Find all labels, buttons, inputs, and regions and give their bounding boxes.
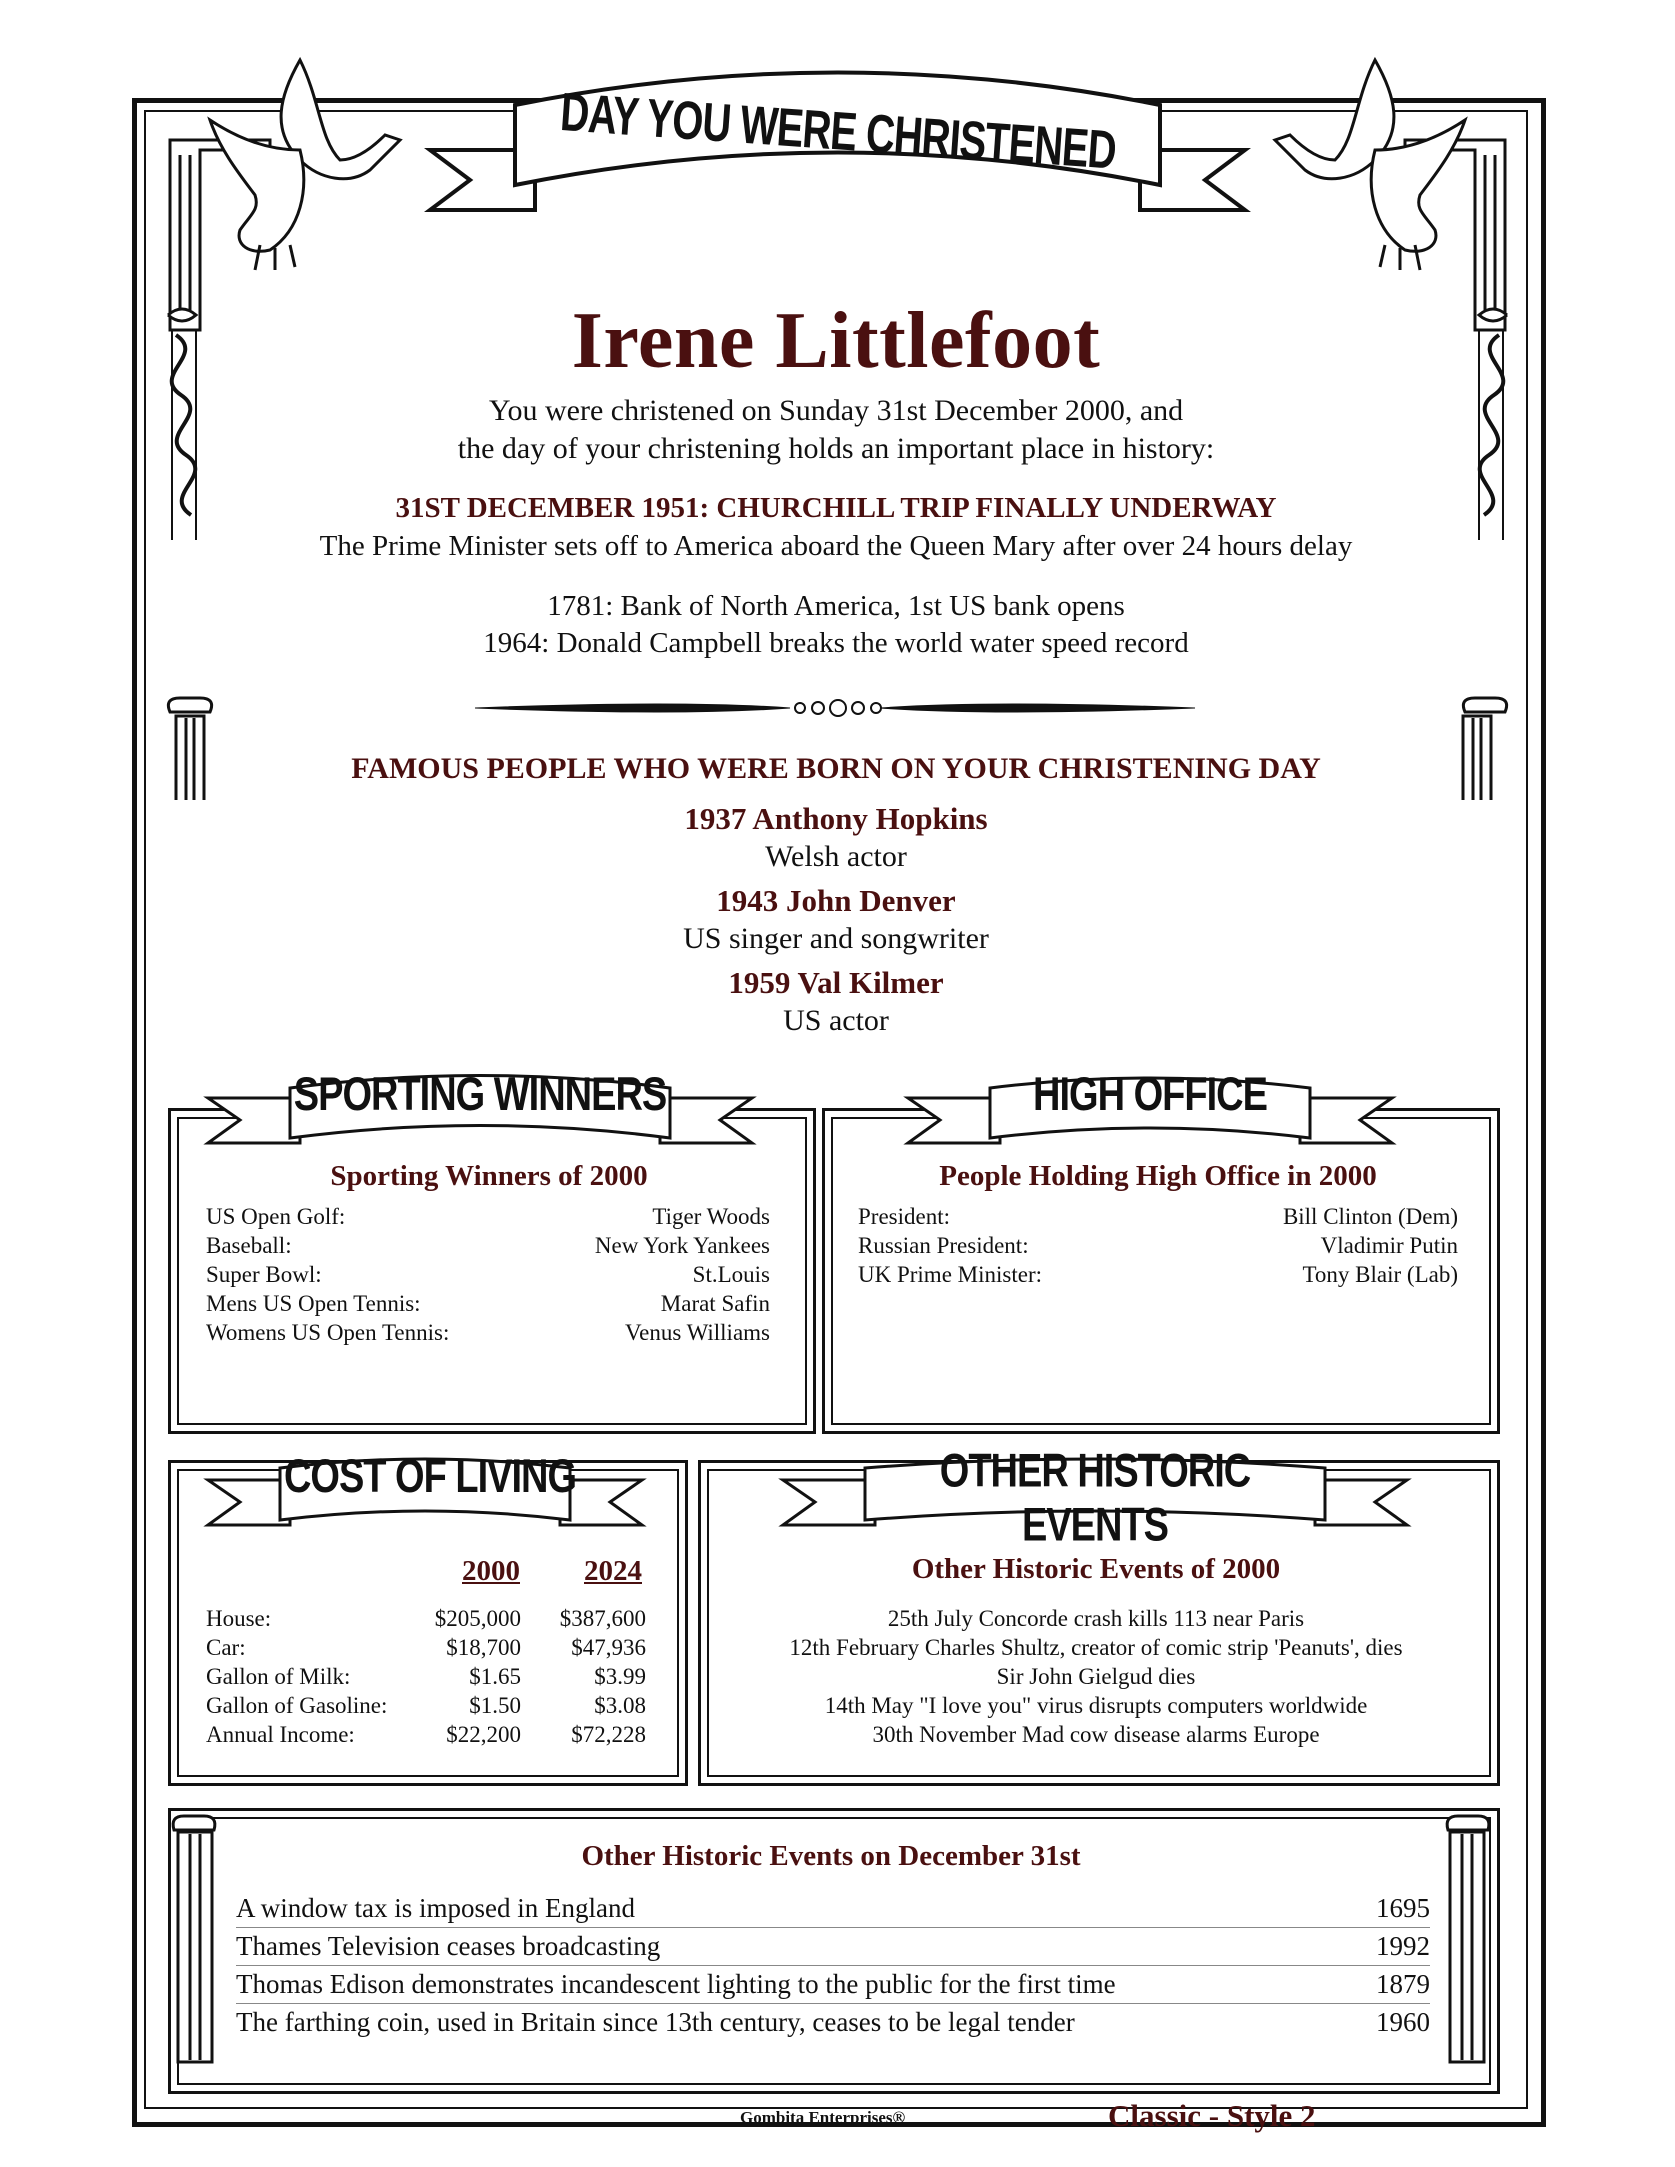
december-row	[236, 2004, 1430, 2041]
row-label: Mens US Open Tennis:	[206, 1291, 421, 1316]
row-value-2024: $387,600	[559, 1606, 646, 1631]
row-value-2000: $1.50	[469, 1693, 521, 1718]
famous-person-desc: US actor	[783, 1004, 889, 1037]
sporting-row	[206, 1318, 770, 1347]
cost-row	[206, 1691, 646, 1720]
row-label: UK Prime Minister:	[858, 1262, 1042, 1287]
other-banner: OTHER HISTORIC EVENTS	[939, 1445, 1251, 1552]
december-row	[236, 1928, 1430, 1966]
row-value-2000: $22,200	[446, 1722, 521, 1747]
cost-row	[206, 1720, 646, 1749]
other-heading: Other Historic Events of 2000	[911, 1553, 1281, 1585]
row-value: Tony Blair (Lab)	[1302, 1262, 1458, 1287]
row-value-2024: $47,936	[571, 1635, 646, 1660]
cost-row	[206, 1662, 646, 1691]
row-year: 1960	[1376, 2007, 1430, 2037]
row-label: Car:	[206, 1635, 246, 1660]
row-label: Womens US Open Tennis:	[206, 1320, 450, 1345]
other-list	[698, 1604, 1494, 1749]
office-heading: People Holding High Office in 2000	[939, 1160, 1377, 1192]
row-text: Thomas Edison demonstrates incandescent lighting to the public for the first time	[236, 1969, 1116, 1999]
row-label: House:	[206, 1606, 272, 1631]
cost-list	[206, 1604, 646, 1749]
sporting-list	[206, 1202, 770, 1347]
cost-row	[206, 1604, 646, 1633]
row-year: 1879	[1376, 1969, 1430, 1999]
headline-text: The Prime Minister sets off to America aboard the Queen Mary after over 24 hours delay	[319, 530, 1353, 562]
row-year: 1695	[1376, 1893, 1430, 1923]
other-event: 12th February Charles Shultz, creator of comic strip 'Peanuts', dies	[789, 1635, 1403, 1660]
row-label: Gallon of Gasoline:	[206, 1693, 388, 1718]
publisher-credit: Gombita Enterprises®	[740, 2108, 906, 2127]
row-value: Tiger Woods	[652, 1204, 770, 1229]
office-row	[858, 1260, 1458, 1289]
row-label: Super Bowl:	[206, 1262, 322, 1287]
cost-row	[206, 1633, 646, 1662]
sporting-row	[206, 1260, 770, 1289]
row-value: Bill Clinton (Dem)	[1282, 1204, 1458, 1229]
day-event: 1964: Donald Campbell breaks the world water speed record	[483, 627, 1189, 659]
cost-banner: COST OF LIVING	[283, 1450, 577, 1504]
person-name: Irene Littlefoot	[571, 297, 1101, 385]
december-list	[236, 1890, 1430, 2041]
headline-title: 31ST DECEMBER 1951: CHURCHILL TRIP FINALLY UNDERWAY	[395, 492, 1277, 524]
famous-person-name: 1959 Val Kilmer	[728, 965, 944, 1000]
row-year: 1992	[1376, 1931, 1430, 1961]
row-value-2000: $205,000	[434, 1606, 521, 1631]
day-event: 1781: Bank of North America, 1st US bank opens	[547, 590, 1125, 622]
row-label: Russian President:	[858, 1233, 1029, 1258]
sporting-row	[206, 1202, 770, 1231]
dove-left-icon	[210, 60, 400, 270]
famous-person-name: 1943 John Denver	[716, 883, 956, 918]
dove-right-icon	[1275, 60, 1465, 270]
famous-person-desc: US singer and songwriter	[683, 922, 989, 955]
row-value: Marat Safin	[660, 1291, 770, 1316]
other-event: 25th July Concorde crash kills 113 near Paris	[887, 1606, 1305, 1631]
intro-line-2: the day of your christening holds an important place in history:	[457, 432, 1215, 465]
other-event: 30th November Mad cow disease alarms Europe	[872, 1722, 1320, 1747]
row-text: The farthing coin, used in Britain since 13th century, ceases to be legal tender	[236, 2007, 1075, 2037]
intro-line-1: You were christened on Sunday 31st December 2000, and	[488, 394, 1184, 427]
office-banner: HIGH OFFICE	[1033, 1068, 1267, 1122]
famous-person-desc: Welsh actor	[765, 840, 907, 873]
top-banner-title: DAY YOU WERE CHRISTENED	[558, 82, 1118, 181]
style-label: Classic - Style 2	[1108, 2098, 1316, 2133]
row-value-2024: $72,228	[571, 1722, 646, 1747]
row-value: Venus Williams	[625, 1320, 770, 1345]
sporting-row	[206, 1289, 770, 1318]
row-value-2024: $3.99	[594, 1664, 646, 1689]
sporting-row	[206, 1231, 770, 1260]
famous-heading: FAMOUS PEOPLE WHO WERE BORN ON YOUR CHRISTENING DAY	[351, 752, 1321, 785]
sporting-heading: Sporting Winners of 2000	[330, 1160, 648, 1192]
day-events	[144, 588, 1528, 662]
sporting-banner: SPORTING WINNERS	[293, 1068, 667, 1122]
row-label: Gallon of Milk:	[206, 1664, 351, 1689]
cost-year2: 2024	[584, 1555, 642, 1587]
december-row	[236, 1890, 1430, 1928]
cost-year-header	[420, 1555, 642, 1588]
row-value: Vladimir Putin	[1320, 1233, 1458, 1258]
row-value: New York Yankees	[594, 1233, 770, 1258]
december-row	[236, 1966, 1430, 2004]
cost-year1: 2000	[462, 1555, 520, 1587]
famous-people-list	[144, 800, 1528, 1040]
row-value-2024: $3.08	[594, 1693, 646, 1718]
row-value-2000: $1.65	[469, 1664, 521, 1689]
intro-text	[144, 392, 1528, 468]
row-value-2000: $18,700	[446, 1635, 521, 1660]
divider-ornament	[475, 700, 1195, 716]
row-label: Annual Income:	[206, 1722, 355, 1747]
office-list	[858, 1202, 1458, 1289]
office-row	[858, 1231, 1458, 1260]
row-label: President:	[858, 1204, 950, 1229]
other-event: Sir John Gielgud dies	[996, 1664, 1196, 1689]
other-event: 14th May "I love you" virus disrupts computers worldwide	[824, 1693, 1368, 1718]
famous-person-name: 1937 Anthony Hopkins	[684, 801, 988, 836]
december-heading: Other Historic Events on December 31st	[581, 1840, 1081, 1872]
row-value: St.Louis	[692, 1262, 770, 1287]
row-label: Baseball:	[206, 1233, 292, 1258]
row-text: A window tax is imposed in England	[236, 1893, 635, 1923]
row-label: US Open Golf:	[206, 1204, 346, 1229]
row-text: Thames Television ceases broadcasting	[236, 1931, 661, 1961]
office-row	[858, 1202, 1458, 1231]
